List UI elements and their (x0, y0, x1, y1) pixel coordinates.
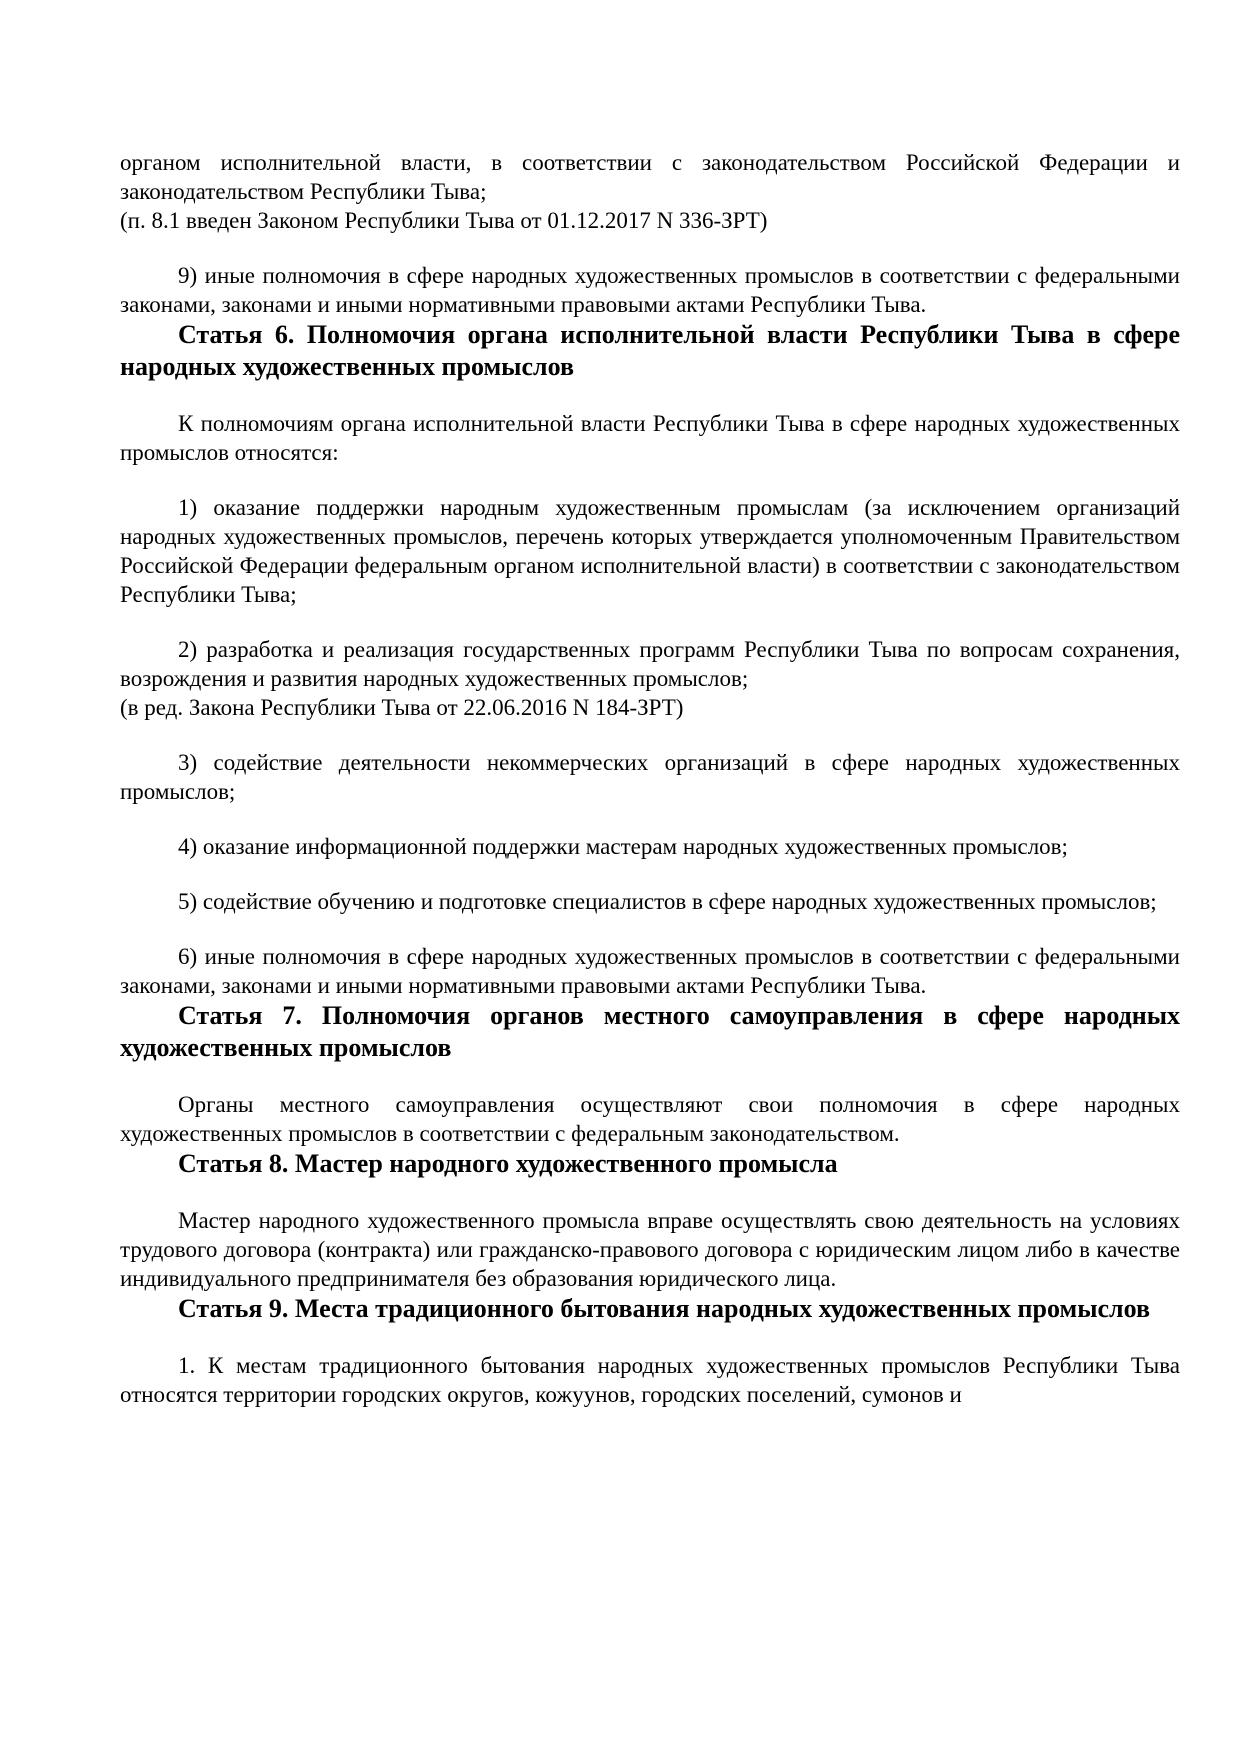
article9-heading: Статья 9. Места традиционного бытования народных художественных промыслов (178, 1294, 1151, 1323)
article6-item6: 6) иные полномочия в сфере народных художественных промыслов в соответствии с федеральными законами, законами и иными нормативными правовыми актами Республики Тыва. (120, 944, 1180, 998)
article6-intro: К полномочиям органа исполнительной власти Республики Тыва в сфере народных художественных промыслов относятся: (120, 411, 1180, 465)
article9-item1: 1. К местам традиционного бытования народных художественных промыслов Республики Тыва относятся территории городских округов, кожуунов, городских поселений, сумонов и (120, 1353, 1180, 1407)
article8-heading: Статья 8. Мастер народного художественного промысла (178, 1149, 838, 1178)
article6-item2: 2) разработка и реализация государственных программ Республики Тыва по вопросам сохранения, возрождения и развития народных художественных промыслов; (120, 637, 1180, 691)
continuation-paragraph: органом исполнительной власти, в соответствии с законодательством Российской Федерации и законодательством Республики Тыва; (120, 150, 1180, 204)
article5-item9: 9) иные полномочия в сфере народных художественных промыслов в соответствии с федеральными законами, законами и иными нормативными правовыми актами Республики Тыва. (120, 263, 1180, 317)
article6-item4: 4) оказание информационной поддержки мастерам народных художественных промыслов; (178, 834, 1068, 859)
amendment-note: (в ред. Закона Республики Тыва от 22.06.2016 N 184-ЗРТ) (120, 695, 684, 720)
article6-item3: 3) содействие деятельности некоммерческих организаций в сфере народных художественных промыслов; (120, 750, 1180, 804)
document-page (120, 148, 1180, 1409)
article7-text: Органы местного самоуправления осуществляют свои полномочия в сфере народных художественных промыслов в соответствии с федеральным законодательством. (120, 1092, 1180, 1146)
article7-heading: Статья 7. Полномочия органов местного самоуправления в сфере народных художественных промыслов (120, 1001, 1180, 1062)
article6-item1: 1) оказание поддержки народным художественным промыслам (за исключением организаций народных художественных промыслов, перечень которых утверждается уполномоченным Правительством Российской Федерации федеральным органом исполнительной власти) в соответствии с законодательством Республики Тыва; (120, 495, 1180, 607)
article8-text: Мастер народного художественного промысла вправе осуществлять свою деятельность на условиях трудового договора (контракта) или гражданско-правового договора с юридическим лицом либо в качестве индивидуального предпринимателя без образования юридического лица. (120, 1208, 1180, 1291)
article6-item5: 5) содействие обучению и подготовке специалистов в сфере народных художественных промыслов; (178, 889, 1157, 914)
amendment-note: (п. 8.1 введен Законом Республики Тыва от 01.12.2017 N 336-ЗРТ) (120, 208, 768, 233)
article6-heading: Статья 6. Полномочия органа исполнительной власти Республики Тыва в сфере народных художественных промыслов (120, 320, 1180, 381)
